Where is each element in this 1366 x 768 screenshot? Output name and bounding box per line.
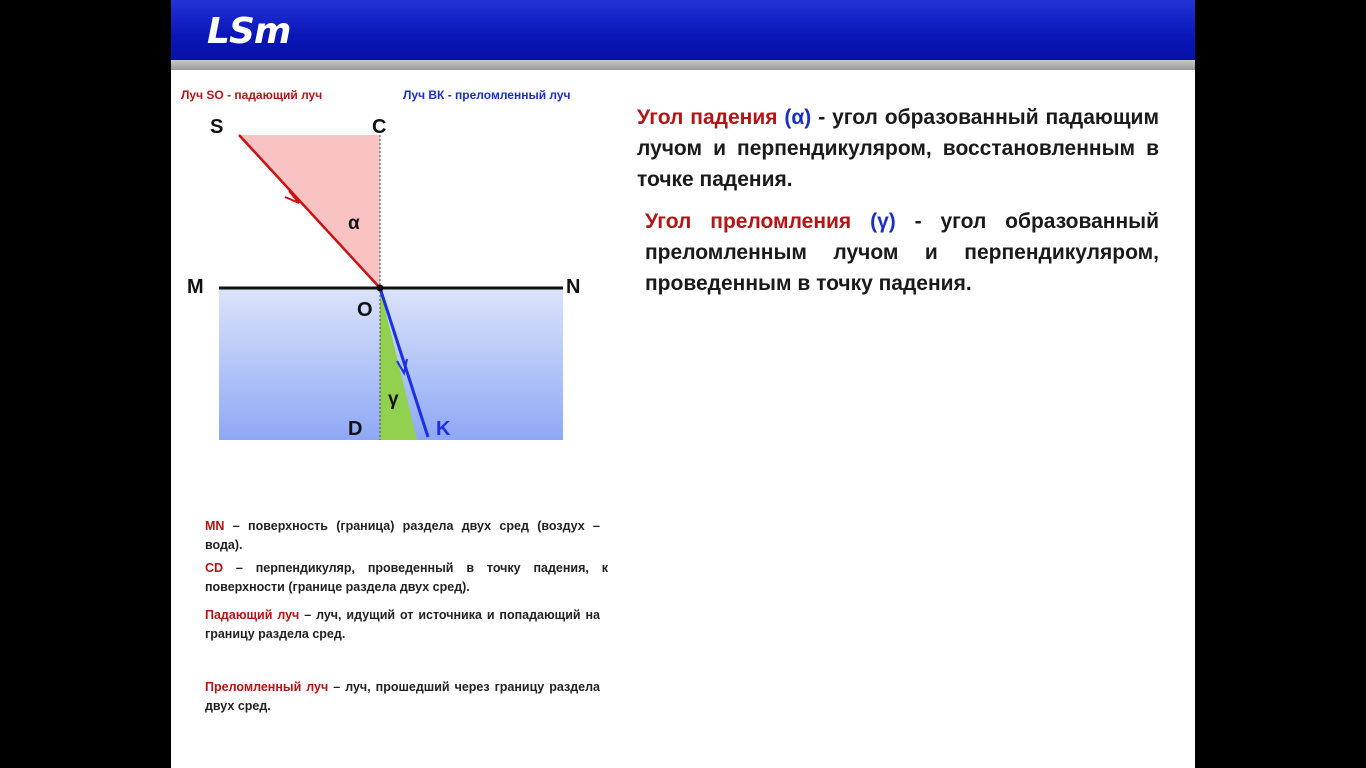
point-label-k: K xyxy=(436,418,451,440)
point-label-o: O xyxy=(357,299,373,321)
point-label-m: M xyxy=(187,276,204,298)
note-mn xyxy=(205,517,600,555)
note-incident-ray xyxy=(205,606,600,644)
definition-refraction-angle xyxy=(645,206,1159,299)
note-incident-ray-text: – луч, идущий от источника и попадающий на границу раздела сред. xyxy=(205,608,601,641)
note-cd-term: CD xyxy=(205,561,224,575)
note-mn-text: – поверхность (граница) раздела двух сред (воздух – вода). xyxy=(205,519,600,552)
incident-ray-caption: Луч SO - падающий луч xyxy=(181,88,323,102)
gamma-symbol: γ xyxy=(388,389,399,410)
definition-incidence-angle xyxy=(637,102,1159,195)
note-refracted-ray-text: – луч, прошедший через границу раздела двух сред. xyxy=(205,680,600,713)
refracted-ray-caption: Луч ВК - преломленный луч xyxy=(403,88,571,102)
refraction-angle-term: Угол преломления xyxy=(645,210,852,233)
note-mn-term: MN xyxy=(205,519,225,533)
alpha-symbol: α xyxy=(348,213,360,234)
incidence-angle-symbol: (α) xyxy=(784,106,812,129)
point-label-n: N xyxy=(566,276,581,298)
refraction-angle-symbol: (γ) xyxy=(870,210,896,233)
refraction-angle-text: - угол образованный преломленным лучом и перпендикуляром, проведенным в точку падения. xyxy=(645,210,1159,295)
note-refracted-ray-term: Преломленный луч xyxy=(205,680,329,694)
incidence-angle-text: - угол образованный падающим лучом и перпендикуляром, восстановленным в точке падения. xyxy=(637,106,1159,191)
point-label-s: S xyxy=(210,116,224,138)
logo: LSm xyxy=(207,11,291,52)
point-label-c: C xyxy=(372,116,387,138)
point-label-d: D xyxy=(348,418,363,440)
note-refracted-ray xyxy=(205,678,600,716)
incidence-angle-term: Угол падения xyxy=(637,106,778,129)
incidence-point xyxy=(377,285,384,292)
note-incident-ray-term: Падающий луч xyxy=(205,608,300,622)
note-cd-text: – перпендикуляр, проведенный в точку падения, к поверхности (границе раздела двух сред). xyxy=(205,561,608,594)
note-cd xyxy=(205,559,608,597)
slide xyxy=(171,0,1195,768)
